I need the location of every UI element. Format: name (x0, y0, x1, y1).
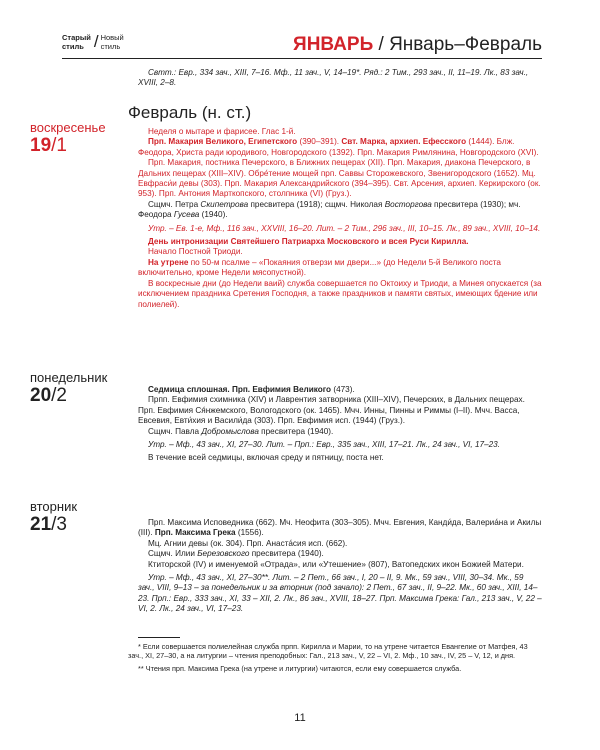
date: 20/2 (30, 385, 67, 406)
new-martyrs: Сщмч. Петра Скипетрова пресвитера (1918); сщмч. Николая Восторгова пресвитера (1930); мч. Феодора Гусева (1940). (138, 199, 521, 220)
new-style-label: Новый стиль (100, 33, 124, 51)
date: 19/1 (30, 135, 67, 156)
top-readings: Свтт.: Евр., 334 зач., XIII, 7–16. Мф., 11 зач., V, 14–19*. Ряд.: 2 Тим., 293 зач., II, 11–19. Лк., 83 зач., XVIII, 2–8. (138, 68, 529, 88)
page-number: 11 (294, 712, 306, 724)
old-style-label: Старый стиль (62, 33, 91, 51)
slash-divider: / (93, 32, 99, 51)
footnote-2: ** Чтения прп. Максима Грека (на утрене и литургии) читаются, если ему совершается служба. (138, 663, 462, 673)
day-21-content (138, 518, 542, 615)
day-19-content (138, 127, 542, 310)
triodion-start: Начало Постной Триоди. (148, 247, 243, 257)
saints-secondary: Прп. Макария, постника Печерского, в Ближних пещерах (XII). Прп. Макария, диакона Печерского, в Дальних пещерах (XIII–XIV). Обре́тение мощей прп. Саввы Сторожевского, Звенигородского (1652). Мц. Евфраси́и девы (303). Прп. Макария Александрийского (394–395). Свт. Арсения, архиеп. Керкирского (ок. 953). Прп. Антония Марткопского, столпника (VI) (Груз.). (138, 158, 541, 199)
saints-secondary: Мц. Агнии девы (ок. 304). Прп. Анаста́сия исп. (662). (148, 538, 348, 548)
month-title: ЯНВАРЬ (293, 34, 374, 55)
style-legend (62, 33, 124, 51)
enthronement-day: День интронизации Святейшего Патриарха Московского и всея Руси Кирилла. (148, 237, 469, 247)
readings: Утр. – Мф., 43 зач., XI, 27–30**. Лит. – 2 Пет., 66 зач., I, 20 – II, 9. Мк., 59 зач., VIII, 30–34. Мк., 59 зач., VIII, 9–13 – за понедельник и за вторник (под зачало): 2 Пет., 67 зач., II, 9–22. Мк., 60 зач., XIII, 14–23. Прп.: Евр., 333 зач., XI, 33 – XII, 2. Лк., 86 зач., XVIII, 18–27. Прп. Максима Грека: Гал., 213 зач., V, 22 – VI, 2. Лк., 24 зач., VI, 17–23. (138, 573, 542, 614)
footnote-rule (138, 637, 180, 638)
day-21-label (30, 500, 130, 536)
new-martyrs: Сщмч. Илии Березовского пресвитера (1940). (148, 549, 324, 559)
sunday-note: В воскресные дни (до Недели ваий) служба совершается по Октоиху и Триоди, а Минея опускается (за исключением праздника Сретения Господня, а также праздников и памяти святых, имеющих бдение или полиелей). (138, 278, 542, 309)
month-range: / Январь–Февраль (378, 34, 542, 55)
saints-main: Прп. Максима Исповедника (662). Мч. Неофита (303–305). Мчч. Евгения, Канди́да, Валериа́на и Акилы (III). Прп. Максима Грека (1556). (138, 518, 542, 538)
matins-note: На утрене по 50-м псалме – «Покаяния отверзи ми двери...» (до Недели 5-й Великого поста включительно, кроме Недели мясопустной). (138, 257, 501, 278)
fasting-note: В течение всей седмицы, включая среду и пятницу, поста нет. (148, 453, 384, 463)
top-readings-block (138, 68, 542, 89)
weekday: воскресенье (30, 120, 106, 135)
date: 21/3 (30, 514, 67, 535)
day-20-label (30, 371, 130, 407)
header-rule (62, 58, 542, 59)
week-title: Неделя о мытаре и фарисее. Глас 1-й. (148, 127, 296, 136)
footnotes (128, 642, 542, 676)
section-title: Февраль (н. ст.) (128, 103, 252, 122)
day-19-label (30, 121, 130, 157)
saints-main: Прп. Макария Великого, Египетского (390–391). Свт. Марка, архиеп. Ефесского (1444). Блж. Феодора, Христа ради юродивого, Новгородского (1392). Прп. Макария Римлянина, Новгородского (XVI). (138, 137, 539, 157)
footnote-1: * Если совершается полиелейная служба прпп. Кирилла и Марии, то на утрене читается Евангелие от Матфея, 43 зач., XI, 27–30, а на литургии – чтения преподобных: Гал., 213 зач., V, 22 – VI, 2. Мф., 10 зач., IV, 25 – V, 12, и дня. (128, 642, 528, 661)
saints-main: Седмица сплошная. Прп. Евфимия Великого (473). (148, 385, 355, 394)
icons-note: Ктиторской (IV) и именуемой «Отрада», или «Утешение» (807), Ватопедских икон Божией Матери. (148, 559, 524, 569)
readings: Утр. – Ев. 1-е, Мф., 116 зач., XXVIII, 16–20. Лит. – 2 Тим., 296 зач., III, 10–15. Лк., 89 зач., XVIII, 10–14. (148, 223, 541, 233)
readings: Утр. – Мф., 43 зач., XI, 27–30. Лит. – Прп.: Евр., 335 зач., XIII, 17–21. Лк., 24 зач., VI, 17–23. (148, 440, 501, 450)
day-20-content (138, 385, 542, 464)
running-header (293, 34, 542, 56)
new-martyrs: Сщмч. Павла Добромыслова пресвитера (1940). (148, 426, 334, 436)
weekday: понедельник (30, 370, 108, 385)
saints-secondary: Прпп. Евфимия схимника (XIV) и Лаврентия затворника (XIII–XIV), Печерских, в Дальних пещерах. Прп. Евфимия Ся́нжемского, Вологодского (ок. 1465). Мчч. Инны, Пинны и Риммы (I–II). Мчч. Васса, Евсевия, Евти́хия и Васили́да (303). Прп. Евфимия исп. (1944) (Груз.). (138, 395, 525, 426)
weekday: вторник (30, 499, 78, 514)
